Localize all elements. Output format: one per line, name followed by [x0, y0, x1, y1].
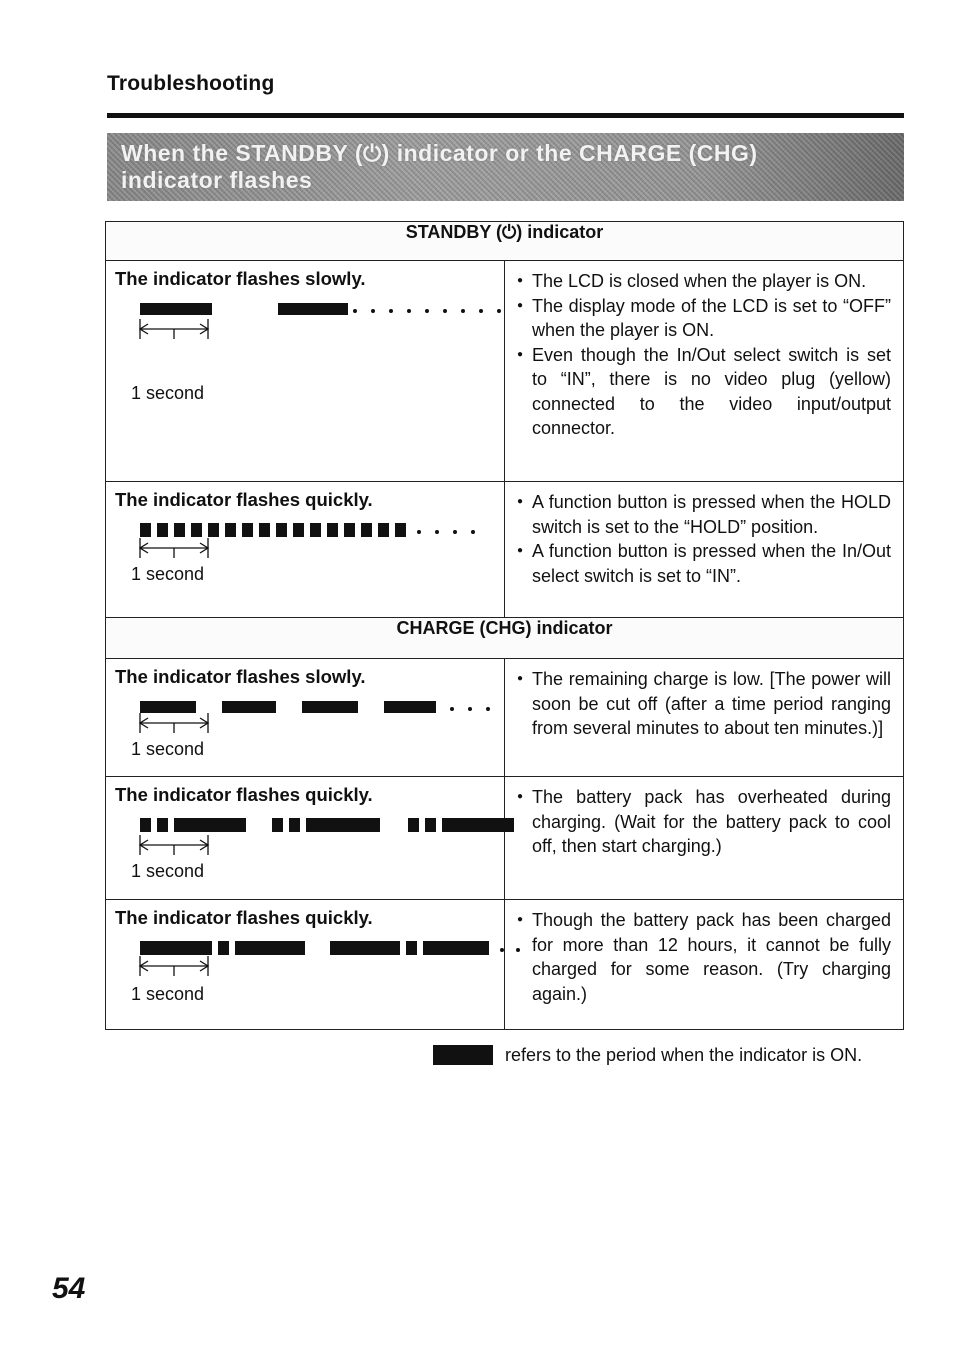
flash-pattern [134, 815, 524, 837]
condition-label: The indicator flashes slowly. [115, 666, 366, 687]
cause-list [505, 900, 903, 1006]
cause-item: ● The remaining charge is low. [The power will soon be cut off (after a time period ranging from several minutes to about ten minutes.)] [517, 667, 891, 741]
cause-item: ● Even though the In/Out select switch is set to “IN”, there is no video plug (yellow) connected to the video input/output connector. [517, 343, 891, 441]
cause-cell [505, 261, 904, 482]
condition-cell [106, 777, 505, 900]
legend-text: refers to the period when the indicator is ON. [505, 1045, 863, 1065]
legend [433, 1045, 862, 1066]
one-second-marker [138, 956, 214, 978]
condition-label: The indicator flashes slowly. [115, 268, 366, 289]
cause-cell [505, 777, 904, 900]
cause-list [505, 659, 903, 741]
cause-list [505, 482, 903, 588]
one-second-marker [138, 538, 214, 560]
one-second-marker [138, 713, 214, 735]
condition-label: The indicator flashes quickly. [115, 907, 373, 928]
cause-cell [505, 900, 904, 1030]
on-period-swatch [433, 1045, 493, 1065]
standby-header: STANDBY (⏻) indicator [106, 222, 904, 261]
cause-cell [505, 482, 904, 618]
cause-item: ● Though the battery pack has been charged for more than 12 hours, it cannot be fully charged for some reason. (Try charging again.) [517, 908, 891, 1006]
cause-item: ● The LCD is closed when the player is ON. [517, 269, 891, 294]
condition-label: The indicator flashes quickly. [115, 489, 373, 510]
one-second-label: 1 second [131, 564, 205, 584]
cause-list [505, 777, 903, 859]
cause-list [505, 261, 903, 441]
one-second-marker [138, 319, 214, 341]
one-second-label: 1 second [131, 383, 205, 403]
troubleshooting-table [105, 221, 904, 1030]
one-second-label: 1 second [131, 861, 205, 881]
cause-cell [505, 659, 904, 777]
one-second-label: 1 second [131, 984, 205, 1004]
one-second-label: 1 second [131, 739, 205, 759]
condition-cell [106, 900, 505, 1030]
cause-item: ● The battery pack has overheated during charging. (Wait for the battery pack to cool off, then start charging.) [517, 785, 891, 859]
cause-item: ● A function button is pressed when the HOLD switch is set to the “HOLD” position. [517, 490, 891, 539]
banner-title: When the STANDBY (⏻) indicator or the CHARGE (CHG) indicator flashes [121, 140, 758, 193]
condition-cell [106, 261, 505, 482]
cause-item: ● A function button is pressed when the In/Out select switch is set to “IN”. [517, 539, 891, 588]
section-title: Troubleshooting [107, 72, 275, 95]
condition-cell [106, 482, 505, 618]
condition-label: The indicator flashes quickly. [115, 784, 373, 805]
section-banner [107, 133, 904, 201]
condition-cell [106, 659, 505, 777]
flash-pattern [134, 299, 514, 321]
cause-item: ● The display mode of the LCD is set to “OFF” when the player is ON. [517, 294, 891, 343]
charge-header: CHARGE (CHG) indicator [106, 618, 904, 659]
title-rule [107, 113, 904, 118]
one-second-marker [138, 835, 214, 857]
page-number: 54 [52, 1272, 86, 1305]
